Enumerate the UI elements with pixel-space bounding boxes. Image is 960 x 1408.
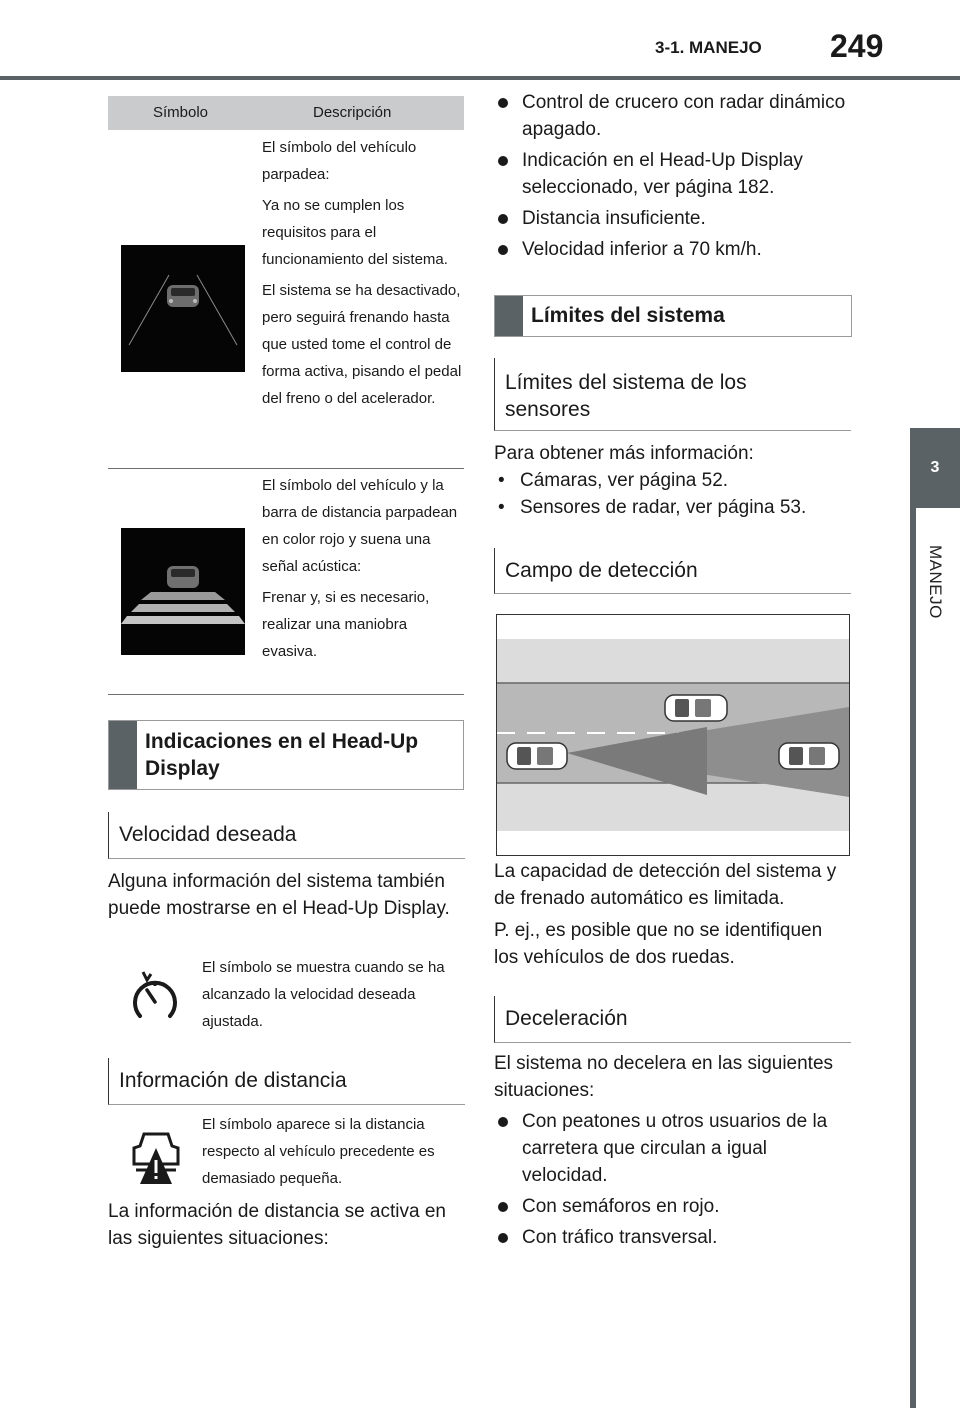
tab-rule-gap [916, 508, 960, 1408]
subheading-sensors-text: Límites del sistema de los sensores [505, 371, 747, 421]
car-distance-icon [121, 528, 245, 655]
para-hud: Alguna información del sistema también puede mostrarse en el Head-Up Display. [108, 871, 450, 919]
col-symbol: Símbolo [153, 104, 209, 121]
table-header [108, 96, 464, 130]
table-row-divider [108, 468, 464, 469]
bullets-deceleration [496, 1108, 846, 1251]
detection-field-diagram [496, 614, 850, 856]
row2-description [262, 472, 462, 669]
row1-description [262, 134, 462, 416]
col-description: Descripción [313, 104, 392, 121]
para-distance: La información de distancia se activa en las siguientes situaciones: [108, 1201, 446, 1249]
bullets-top [496, 89, 846, 263]
running-header-section: 3-1. MANEJO [655, 38, 762, 57]
distance-warning-icon [128, 1130, 184, 1186]
subheading-detection-text: Campo de detección [505, 559, 698, 582]
bullet-item: Control de crucero con radar dinámico apagado. [496, 89, 846, 143]
para-detection-2: P. ej., es posible que no se identifiquen los vehículos de dos ruedas. [494, 920, 823, 968]
bullet-item: Velocidad inferior a 70 km/h. [496, 236, 846, 263]
subheading-deceleration-text: Deceleración [505, 1007, 628, 1030]
link-radar: • Sensores de radar, ver página 53. [494, 494, 850, 521]
heading-limits [494, 295, 852, 337]
row1-text-1: El símbolo del vehículo parpadea: [262, 139, 417, 183]
subheading-detection [494, 548, 851, 594]
distance-icon-description: El símbolo aparece si la distancia respecto al vehículo precedente es demasiado pequeña. [202, 1116, 435, 1187]
bullet-item: Con peatones u otros usuarios de la carretera que circulan a igual velocidad. [496, 1108, 846, 1189]
subheading-distance [108, 1058, 465, 1105]
speedometer-icon [130, 968, 180, 1024]
bullet-item: Con semáforos en rojo. [496, 1193, 846, 1220]
row1-text-3: El sistema se ha desactivado, pero seguirá frenando hasta que usted tome el control de forma activa, pisando el pedal del freno o del acelerador. [262, 282, 462, 407]
heading-hud [108, 720, 464, 790]
vehicle-blinking-symbol-image [121, 245, 245, 372]
chapter-tab-label: MANEJO [926, 545, 945, 619]
subheading-sensors [494, 358, 851, 431]
para-detection-1: La capacidad de detección del sistema y de frenado automático es limitada. [494, 861, 837, 909]
bullet-item: Con tráfico transversal. [496, 1224, 846, 1251]
subheading-deceleration [494, 996, 851, 1043]
subheading-distance-text: Información de distancia [119, 1069, 347, 1092]
heading-bar [495, 296, 523, 336]
ego-vehicle [507, 743, 567, 769]
bullet-item: Distancia insuficiente. [496, 205, 846, 232]
speed-icon-description: El símbolo se muestra cuando se ha alcanzado la velocidad deseada ajustada. [202, 959, 445, 1030]
page-number: 249 [830, 28, 884, 64]
bullet-item: Indicación en el Head-Up Display seleccionado, ver página 182. [496, 147, 846, 201]
table-bottom-rule [108, 694, 464, 695]
more-info: Para obtener más información: [494, 443, 754, 464]
car-icon [121, 245, 245, 372]
row2-text-2: Frenar y, si es necesario, realizar una maniobra evasiva. [262, 589, 430, 660]
row2-text-1: El símbolo del vehículo y la barra de distancia parpadean en color rojo y suena una señal acústica: [262, 477, 458, 575]
sensor-links [494, 467, 850, 521]
row1-text-2: Ya no se cumplen los requisitos para el funcionamiento del sistema. [262, 197, 448, 268]
chapter-tab: 3 [910, 428, 960, 508]
distance-warning-symbol-image [121, 528, 245, 655]
para-deceleration: El sistema no decelera en las siguientes situaciones: [494, 1053, 834, 1101]
heading-bar [109, 721, 137, 789]
header-rule [0, 76, 960, 80]
heading-limits-text: Límites del sistema [531, 304, 725, 327]
heading-hud-text: Indicaciones en el Head-Up Display [145, 730, 419, 780]
link-cameras: • Cámaras, ver página 52. [494, 467, 850, 494]
subheading-speed [108, 812, 465, 859]
subheading-speed-text: Velocidad deseada [119, 823, 297, 846]
